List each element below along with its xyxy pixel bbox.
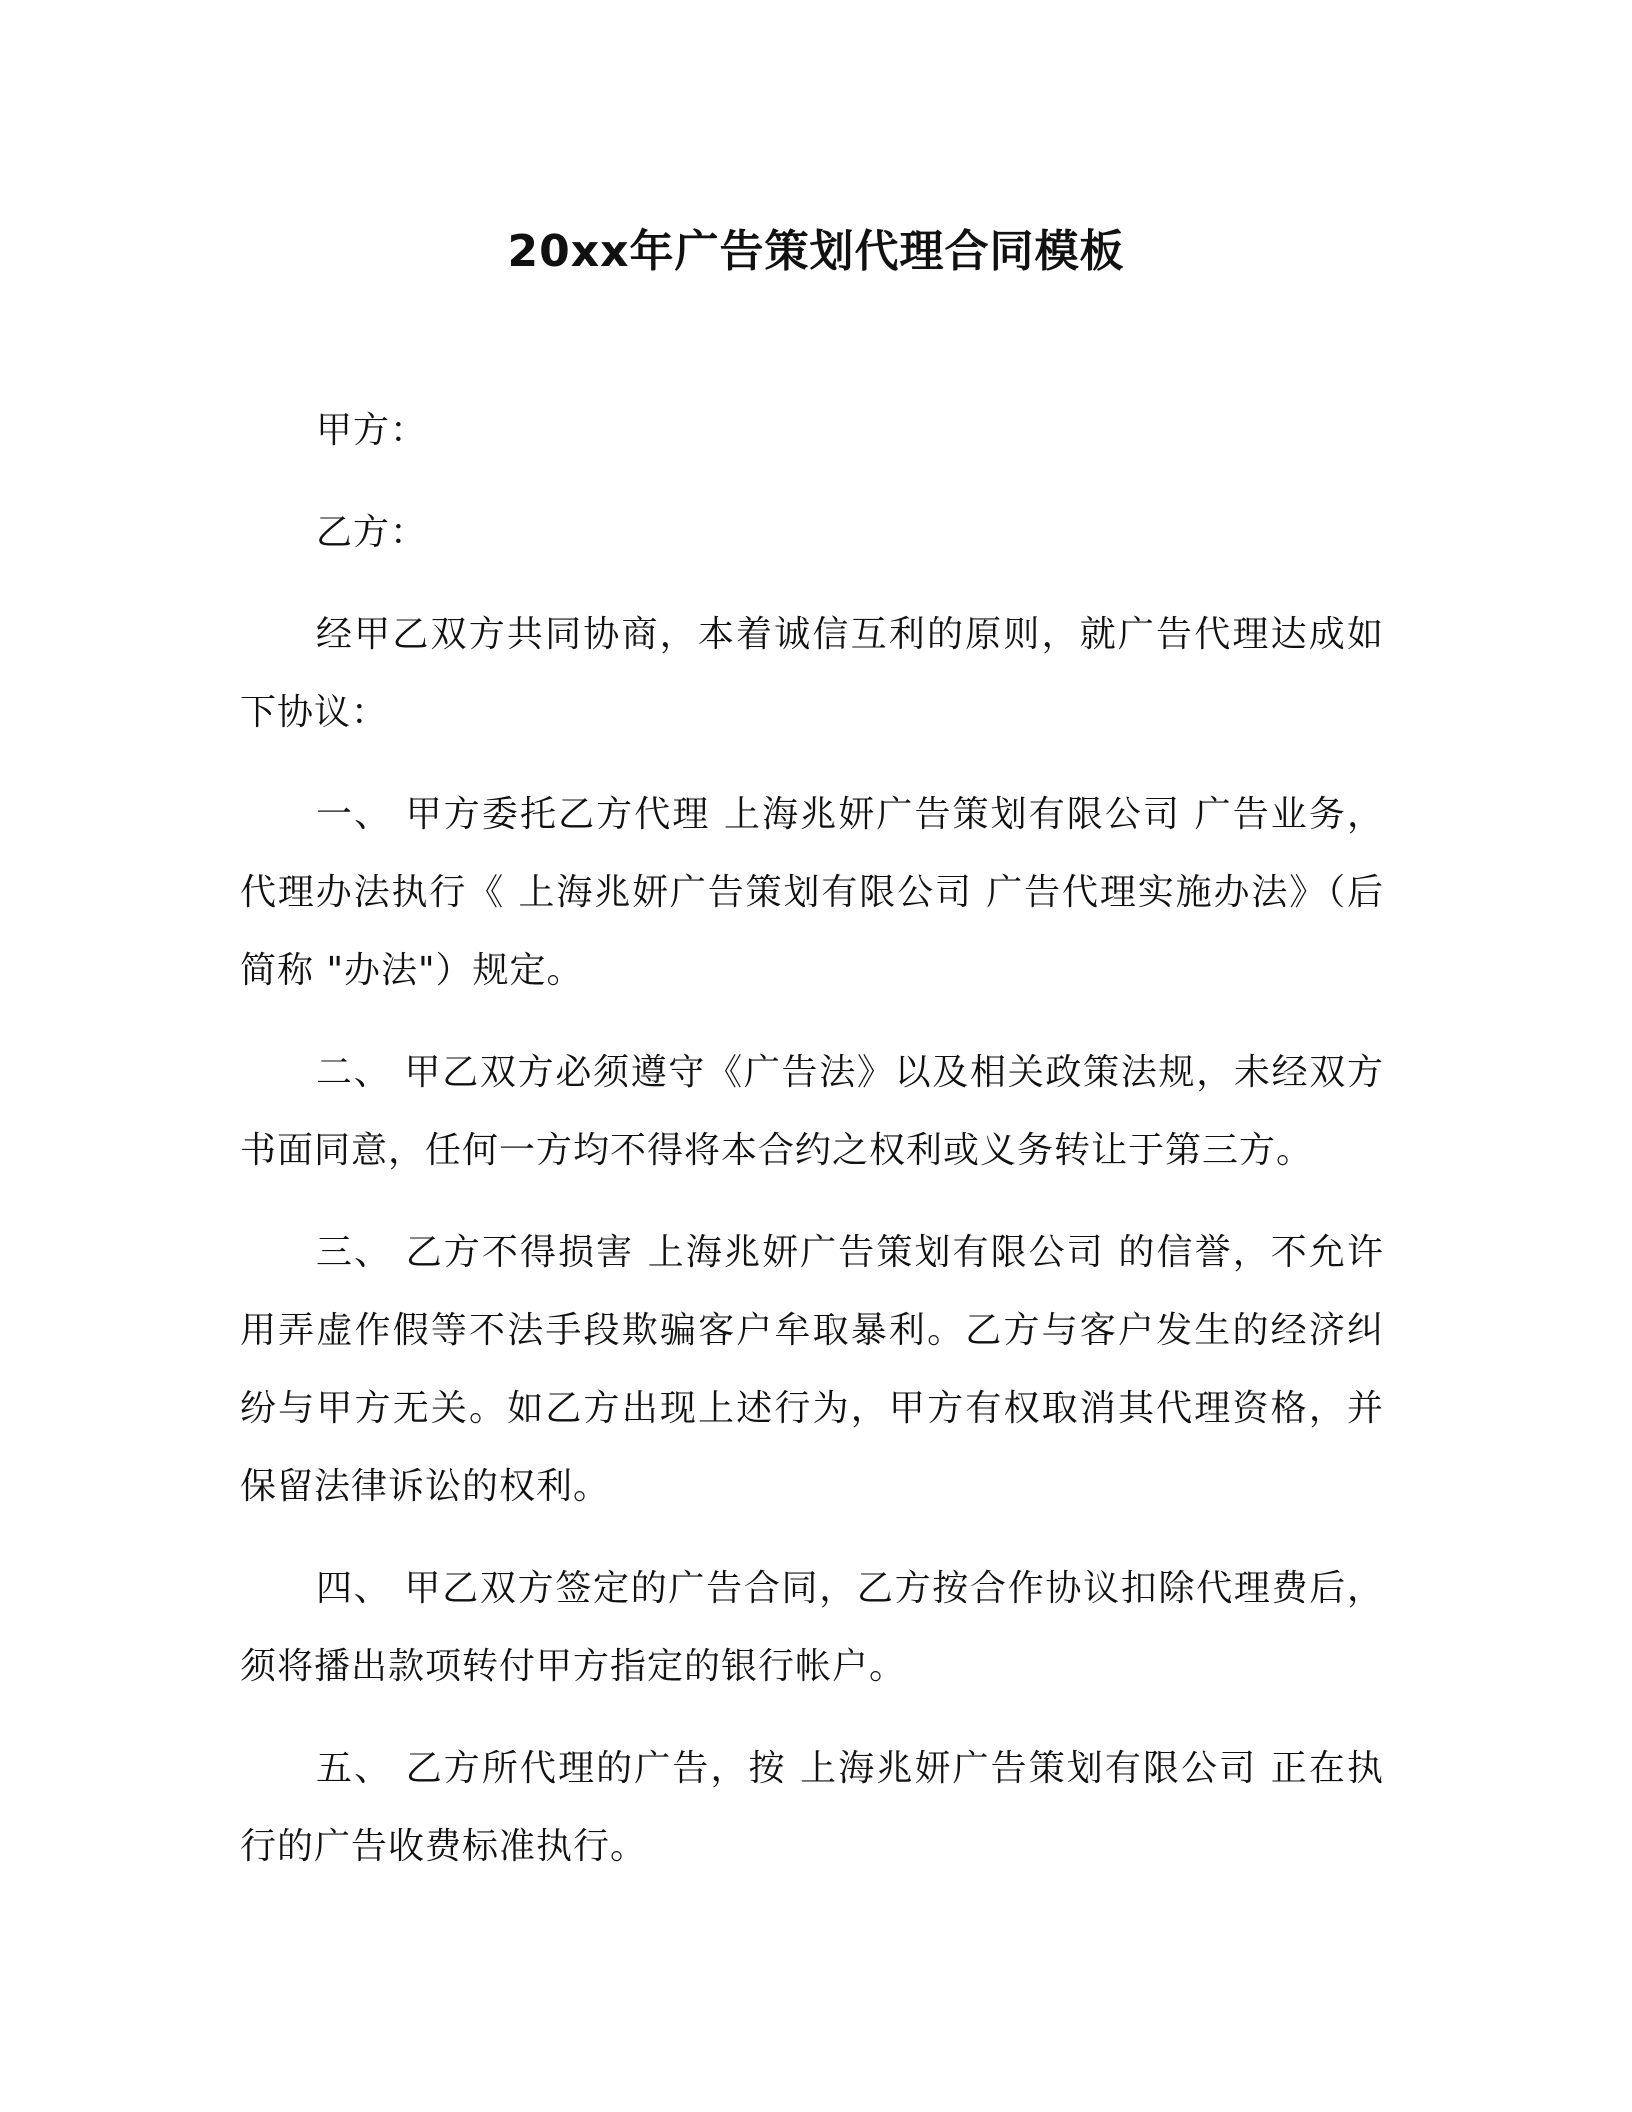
clause-paragraph-4: 四、 甲乙双方签定的广告合同，乙方按合作协议扣除代理费后，须将播出款项转付甲方指定的银行帐户。: [240, 1568, 1384, 1687]
clause-paragraph-2: 二、 甲乙双方必须遵守《广告法》以及相关政策法规，未经双方书面同意，任何一方均不得将本合约之权利或义务转让于第三方。: [240, 1052, 1384, 1171]
document-body: [240, 392, 1384, 1910]
party-b-line: 乙方：: [316, 512, 428, 553]
clause-paragraph-1: 一、 甲方委托乙方代理 上海兆妍广告策划有限公司 广告业务，代理办法执行《 上海兆妍广告策划有限公司 广告代理实施办法》（后简称 "办法"）规定。: [240, 794, 1384, 991]
clause-paragraph-3: 三、 乙方不得损害 上海兆妍广告策划有限公司 的信誉，不允许用弄虚作假等不法手段欺骗客户牟取暴利。乙方与客户发生的经济纠纷与甲方无关。如乙方出现上述行为，甲方有权取消其代理资格，并保留法律诉讼的权利。: [240, 1232, 1384, 1507]
party-a-line: 甲方：: [316, 410, 428, 451]
document-title: 20xx年广告策划代理合同模板: [507, 226, 1125, 277]
clause-paragraph-5: 五、 乙方所代理的广告，按 上海兆妍广告策划有限公司 正在执行的广告收费标准执行。: [240, 1748, 1384, 1867]
preamble-paragraph: 经甲乙双方共同协商，本着诚信互利的原则，就广告代理达成如下协议：: [240, 614, 1384, 733]
